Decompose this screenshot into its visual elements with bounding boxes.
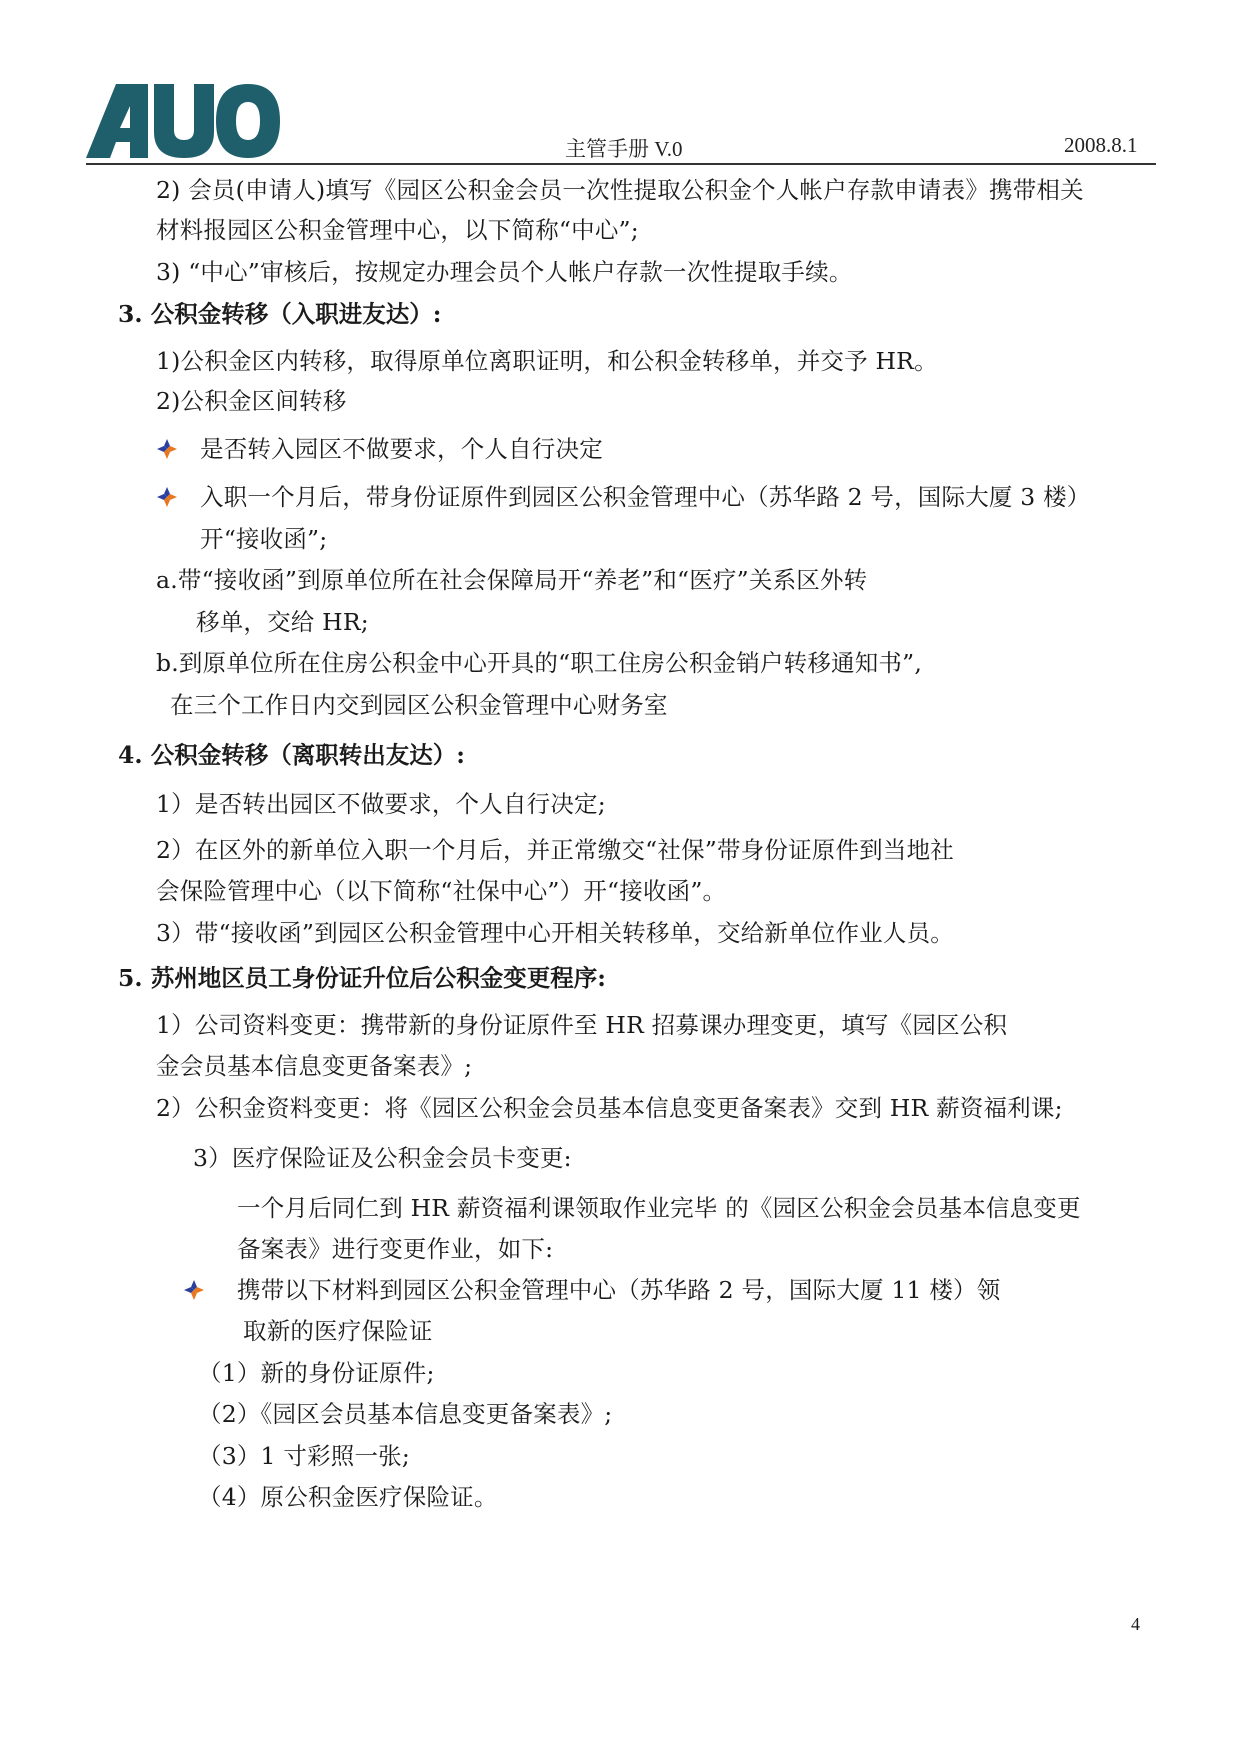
header-rule	[86, 163, 1156, 165]
list-item: （4）原公积金医疗保险证。	[198, 1483, 498, 1511]
list-item: （1）新的身份证原件;	[198, 1359, 435, 1387]
bullet-item: 携带以下材料到园区公积金管理中心（苏华路 2 号，国际大厦 11 楼）领	[237, 1276, 1001, 1304]
bullet-icon	[183, 1279, 205, 1301]
section-heading: 3. 公积金转移（入职进友达）:	[118, 300, 442, 328]
paragraph: 1）公司资料变更：携带新的身份证原件至 HR 招募课办理变更，填写《园区公积	[156, 1011, 1008, 1039]
auo-logo	[86, 84, 280, 158]
document-date: 2008.8.1	[1064, 133, 1138, 157]
paragraph: 材料报园区公积金管理中心，以下简称“中心”;	[156, 216, 639, 244]
paragraph: 移单，交给 HR;	[196, 608, 369, 636]
paragraph: 2) 会员(申请人)填写《园区公积金会员一次性提取公积金个人帐户存款申请表》携带相关	[156, 176, 1084, 204]
paragraph: 3) “中心”审核后，按规定办理会员个人帐户存款一次性提取手续。	[156, 258, 853, 286]
list-item: （2）《园区会员基本信息变更备案表》;	[198, 1400, 613, 1428]
paragraph: 3）医疗保险证及公积金会员卡变更:	[193, 1144, 572, 1172]
bullet-icon	[156, 438, 178, 460]
paragraph: 2)公积金区间转移	[156, 387, 347, 415]
bullet-item-continued: 开“接收函”;	[200, 525, 328, 553]
document-title: 主管手册 V.0	[565, 137, 683, 161]
bullet-item: 入职一个月后，带身份证原件到园区公积金管理中心（苏华路 2 号，国际大厦 3 楼）	[200, 483, 1091, 511]
bullet-icon	[156, 486, 178, 508]
paragraph: 1）是否转出园区不做要求，个人自行决定;	[156, 790, 606, 818]
paragraph: 3）带“接收函”到园区公积金管理中心开相关转移单，交给新单位作业人员。	[156, 919, 954, 947]
list-item: （3）1 寸彩照一张;	[198, 1442, 410, 1470]
paragraph: 一个月后同仁到 HR 薪资福利课领取作业完毕 的《园区公积金会员基本信息变更	[237, 1194, 1081, 1222]
paragraph: 在三个工作日内交到园区公积金管理中心财务室	[170, 691, 668, 719]
paragraph: 1)公积金区内转移，取得原单位离职证明，和公积金转移单，并交予 HR。	[156, 347, 938, 375]
paragraph: 2）在区外的新单位入职一个月后，并正常缴交“社保”带身份证原件到当地社	[156, 836, 954, 864]
paragraph: 金会员基本信息变更备案表》;	[156, 1052, 473, 1080]
paragraph: b.到原单位所在住房公积金中心开具的“职工住房公积金销户转移通知书”,	[156, 649, 923, 677]
page-number: 4	[1131, 1614, 1140, 1634]
bullet-item-continued: 取新的医疗保险证	[243, 1317, 433, 1345]
bullet-item: 是否转入园区不做要求，个人自行决定	[200, 435, 603, 463]
section-heading: 4. 公积金转移（离职转出友达）:	[118, 741, 465, 769]
paragraph: a.带“接收函”到原单位所在社会保障局开“养老”和“医疗”关系区外转	[156, 566, 868, 594]
paragraph: 2）公积金资料变更：将《园区公积金会员基本信息变更备案表》交到 HR 薪资福利课;	[156, 1094, 1063, 1122]
paragraph: 会保险管理中心（以下简称“社保中心”）开“接收函”。	[156, 877, 727, 905]
section-heading: 5. 苏州地区员工身份证升位后公积金变更程序:	[118, 964, 606, 992]
paragraph: 备案表》进行变更作业，如下:	[237, 1235, 554, 1263]
